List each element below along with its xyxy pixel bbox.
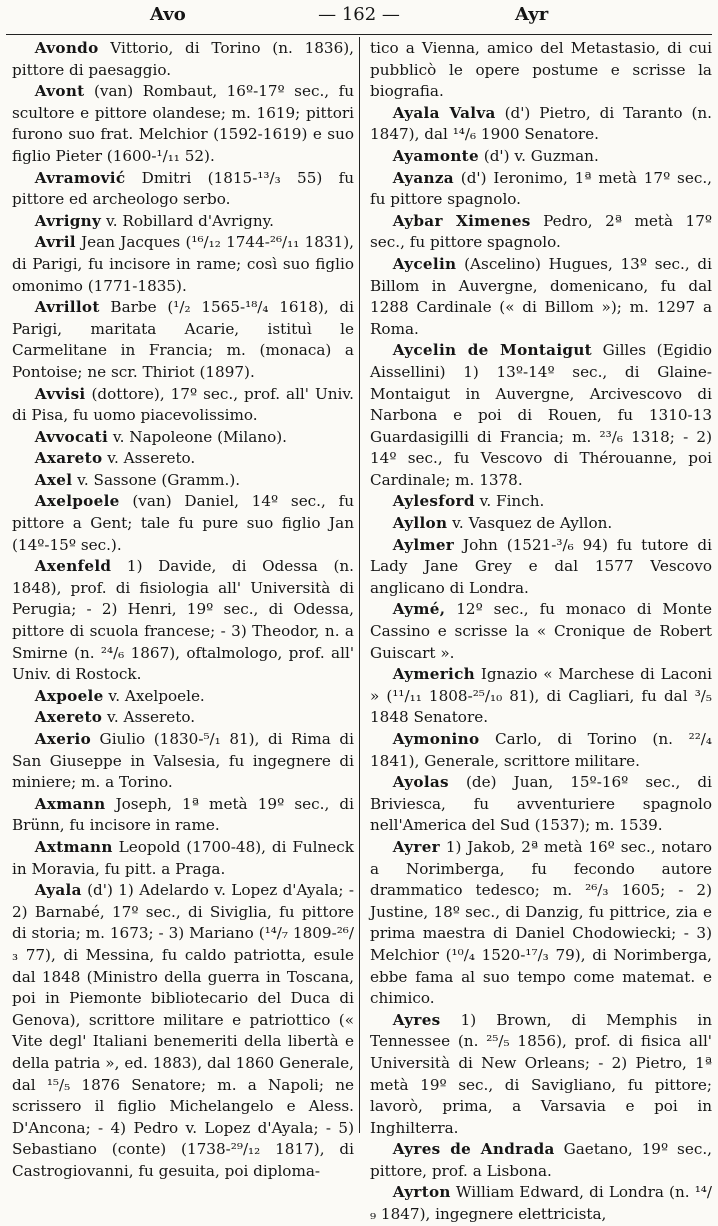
entry-text: (d') Ieronimo, 1ª metà 17º sec., fu pittore spagnolo. xyxy=(370,168,712,209)
entry-headword: Aybar Ximenes xyxy=(392,211,531,230)
entry-text: Barbe (¹/₂ 1565-¹⁸/₄ 1618), di Parigi, maritata Acarie, istituì le Carmelitane in Francia; m. (monaca) a Pontoise; ne scr. Thiriot (1897). xyxy=(12,298,354,381)
entry-text: 12º sec., fu monaco di Monte Cassino e scrisse la « Cronique de Robert Guiscart ». xyxy=(370,600,712,662)
entry-text: (de) Juan, 15º-16º sec., di Briviesca, fu avventuriere spagnolo nell'America del Sud (1537); m. 1539. xyxy=(370,773,712,835)
dictionary-entry xyxy=(370,535,712,600)
entry-headword: Ayrer xyxy=(392,837,440,856)
header-left-guideword: Avo xyxy=(150,4,186,25)
entry-headword: Ayllon xyxy=(392,514,448,533)
entry-headword: Avrigny xyxy=(34,211,102,230)
entry-headword: Axerio xyxy=(34,730,91,748)
dictionary-entry xyxy=(12,448,354,470)
dictionary-entry xyxy=(370,103,712,146)
entry-text: v. Axelpoele. xyxy=(103,686,205,705)
dictionary-entry xyxy=(370,772,712,837)
entry-text: Joseph, 1ª metà 19º sec., di Brünn, fu incisore in rame. xyxy=(12,794,354,835)
entry-headword: Axelpoele xyxy=(34,492,120,511)
entry-headword: Ayamonte xyxy=(392,146,479,165)
entry-headword: Axenfeld xyxy=(34,557,112,576)
entry-text: Dmitri (1815-¹³/₃ 55) fu pittore ed archeologo serbo. xyxy=(12,168,354,209)
dictionary-entry xyxy=(370,664,712,729)
entry-text: (van) Daniel, 14º sec., fu pittore a Gent; tale fu pure suo figlio Jan (14º-15º sec.). xyxy=(12,492,354,554)
dictionary-entry xyxy=(12,556,354,686)
entry-headword: Axpoele xyxy=(34,686,104,705)
entry-text: tico a Vienna, amico del Metastasio, di cui pubblicò le opere postume e scrisse la biografia. xyxy=(370,39,712,101)
dictionary-entry xyxy=(370,340,712,491)
entry-headword: Ayres de Andrada xyxy=(392,1140,555,1159)
dictionary-entry xyxy=(370,168,712,211)
entry-text: Giulio (1830-⁵/₁ 81), di Rima di San Giuseppe in Valsesia, fu ingegnere di miniere; m. a Torino. xyxy=(12,730,354,792)
dictionary-entry xyxy=(370,599,712,664)
entry-text: William Edward, di Londra (n. ¹⁴/₉ 1847), ingegnere elettricista, xyxy=(370,1183,712,1224)
dictionary-entry xyxy=(12,880,354,1182)
dictionary-entry xyxy=(370,38,712,103)
entry-text: 1) Brown, di Memphis in Tennessee (n. ²⁵/₅ 1856), prof. di fisica all' Università di New Orleans; - 2) Pietro, 1ª metà 19º sec., di Savigliano, fu pittore; lavorò, prima, a Varsavia e poi in Inghilterra. xyxy=(370,1010,712,1137)
dictionary-entry xyxy=(12,707,354,729)
entry-headword: Avril xyxy=(34,233,76,252)
dictionary-entry xyxy=(12,491,354,556)
entry-text: Leopold (1700-48), di Fulneck in Moravia, fu pitt. a Praga. xyxy=(12,837,354,878)
entry-headword: Avrillot xyxy=(34,298,100,317)
entry-headword: Aymerich xyxy=(392,665,475,684)
entry-headword: Avvocati xyxy=(34,427,109,446)
entry-text: v. Sassone (Gramm.). xyxy=(72,470,241,489)
right-column xyxy=(370,38,712,1226)
dictionary-entry xyxy=(12,38,354,81)
header-right-guideword: Ayr xyxy=(515,4,549,25)
entry-headword: Aycelin xyxy=(392,254,457,273)
dictionary-entry xyxy=(12,384,354,427)
entry-headword: Axel xyxy=(34,470,73,489)
dictionary-entry xyxy=(12,81,354,167)
dictionary-entry xyxy=(370,254,712,340)
dictionary-entry xyxy=(12,729,354,794)
dictionary-entry xyxy=(370,1182,712,1225)
entry-text: (d') v. Guzman. xyxy=(478,146,599,165)
left-column xyxy=(12,38,354,1182)
page-number: — 162 — xyxy=(318,4,400,25)
entry-headword: Aymé, xyxy=(392,600,446,619)
dictionary-entry xyxy=(12,211,354,233)
page-header xyxy=(0,2,718,30)
entry-text: (d') Pietro, di Taranto (n. 1847), dal ¹⁴/₆ 1900 Senatore. xyxy=(370,103,712,144)
entry-text: Carlo, di Torino (n. ²²/₄ 1841), Generale, scrittore militare. xyxy=(370,730,712,770)
entry-headword: Axtmann xyxy=(34,837,113,856)
entry-text: v. Assereto. xyxy=(102,708,196,727)
dictionary-entry xyxy=(370,146,712,168)
entry-headword: Avont xyxy=(34,82,85,101)
entry-headword: Ayala Valva xyxy=(392,103,496,122)
entry-text: v. Finch. xyxy=(474,492,545,511)
column-divider xyxy=(359,37,360,1133)
entry-text: Pedro, 2ª metà 17º sec., fu pittore spagnolo. xyxy=(370,211,712,252)
entry-headword: Ayolas xyxy=(392,773,449,792)
entry-text: John (1521-³/₆ 94) fu tutore di Lady Jane Grey e dal 1577 Vescovo anglicano di Londra. xyxy=(370,535,712,597)
dictionary-entry xyxy=(12,794,354,837)
dictionary-entry xyxy=(12,470,354,492)
entry-text: 1) Jakob, 2ª metà 16º sec., notaro a Norimberga, fu fecondo autore drammatico tedesco; m. ²⁶/₃ 1605; - 2) Justine, 18º sec., di Danzig, fu pittrice, zia e prima maestra di Daniel Chodowiecki; - 3) Melchior (¹⁰/₄ 1520-¹⁷/₃ 79), di Norimberga, ebbe fama al suo tempo come matemat. e chimico. xyxy=(370,837,712,1008)
dictionary-entry xyxy=(370,729,712,772)
dictionary-entry xyxy=(12,232,354,297)
entry-text: v. Assereto. xyxy=(102,449,196,468)
dictionary-entry xyxy=(12,297,354,383)
entry-headword: Avondo xyxy=(34,39,99,57)
entry-text: Gilles (Egidio Aissellini) 1) 13º-14º sec., di Glaine-Montaigut in Auvergne, Arcivescovo di Narbona e poi di Rouen, fu 1310-13 Guardasigilli di Francia; m. ²³/₆ 1318; - 2) 14º sec., fu Vescovo di Thérouanne, poi Cardinale; m. 1378. xyxy=(370,341,712,489)
entry-headword: Aylmer xyxy=(392,535,455,554)
dictionary-entry xyxy=(370,837,712,1010)
dictionary-entry xyxy=(12,427,354,449)
entry-text: v. Robillard d'Avrigny. xyxy=(101,211,274,230)
entry-headword: Axareto xyxy=(34,449,103,468)
dictionary-entry xyxy=(370,513,712,535)
entry-text: (dottore), 17º sec., prof. all' Univ. di Pisa, fu uomo piacevolissimo. xyxy=(12,384,354,425)
entry-headword: Aycelin de Montaigut xyxy=(392,341,592,360)
dictionary-entry xyxy=(370,491,712,513)
entry-headword: Ayres xyxy=(392,1010,441,1029)
entry-headword: Avvisi xyxy=(34,384,86,403)
entry-text: Jean Jacques (¹⁶/₁₂ 1744-²⁶/₁₁ 1831), di Parigi, fu incisore in rame; così suo figlio omonimo (1771-1835). xyxy=(12,233,354,295)
dictionary-entry xyxy=(12,686,354,708)
dictionary-entry xyxy=(12,837,354,880)
entry-headword: Ayala xyxy=(34,881,82,900)
entry-text: (van) Rombaut, 16º-17º sec., fu scultore e pittore olandese; m. 1619; pittori furono suo frat. Melchior (1592-1619) e suo figlio Pieter (1600-¹/₁₁ 52). xyxy=(12,82,354,165)
entry-text: (d') 1) Adelardo v. Lopez d'Ayala; - 2) Barnabé, 17º sec., di Siviglia, fu pittore di storia; m. 1673; - 3) Mariano (¹⁴/₇ 1809-²⁶/₃ 77), di Messina, fu caldo patriotta, esule dal 1848 (Ministro della guerra in Toscana, poi in Piemonte bibliotecario del Duca di Genova), scrittore militare e patriottico (« Vite degl' Italiani benemeriti della libertà e della patria », ed. 1883), dal 1860 Generale, dal ¹⁵/₅ 1876 Senatore; m. a Napoli; ne scrissero il figlio Michelangelo e Aless. D'Ancona; - 4) Pedro v. Lopez d'Ayala; - 5) Sebastiano (conte) (1738-²⁹/₁₂ 1817), di Castrogiovanni, fu gesuita, poi diploma- xyxy=(12,881,354,1180)
entry-headword: Axmann xyxy=(34,794,106,813)
entry-text: v. Vasquez de Ayllon. xyxy=(447,514,613,533)
header-rule xyxy=(6,34,712,35)
entry-text: Ignazio « Marchese di Laconi » (¹¹/₁₁ 1808-²⁵/₁₀ 81), di Cagliari, fu dal ³/₅ 1848 Senatore. xyxy=(370,665,712,727)
dictionary-entry xyxy=(370,1139,712,1182)
entry-text: Vittorio, di Torino (n. 1836), pittore di paesaggio. xyxy=(12,39,354,79)
entry-text: (Ascelino) Hugues, 13º sec., di Billom in Auvergne, domenicano, fu dal 1288 Cardinale (« di Billom »); m. 1297 a Roma. xyxy=(370,254,712,338)
dictionary-entry xyxy=(370,1010,712,1140)
dictionary-entry xyxy=(370,211,712,254)
entry-headword: Axereto xyxy=(34,708,103,727)
entry-headword: Aymonino xyxy=(392,730,480,748)
dictionary-entry xyxy=(12,168,354,211)
entry-headword: Ayrton xyxy=(392,1183,451,1202)
entry-text: 1) Davide, di Odessa (n. 1848), prof. di fisiologia all' Università di Perugia; - 2) Henri, 19º sec., di Odessa, pittore di scuola francese; - 3) Theodor, n. a Smirne (n. ²⁴/₆ 1867), oftalmologo, prof. all' Univ. di Rostock. xyxy=(12,557,354,684)
entry-headword: Aylesford xyxy=(392,492,475,511)
entry-headword: Ayanza xyxy=(392,168,454,187)
entry-text: Gaetano, 19º sec., pittore, prof. a Lisbona. xyxy=(370,1140,712,1180)
entry-text: v. Napoleone (Milano). xyxy=(108,427,288,446)
entry-headword: Avramović xyxy=(34,168,126,187)
